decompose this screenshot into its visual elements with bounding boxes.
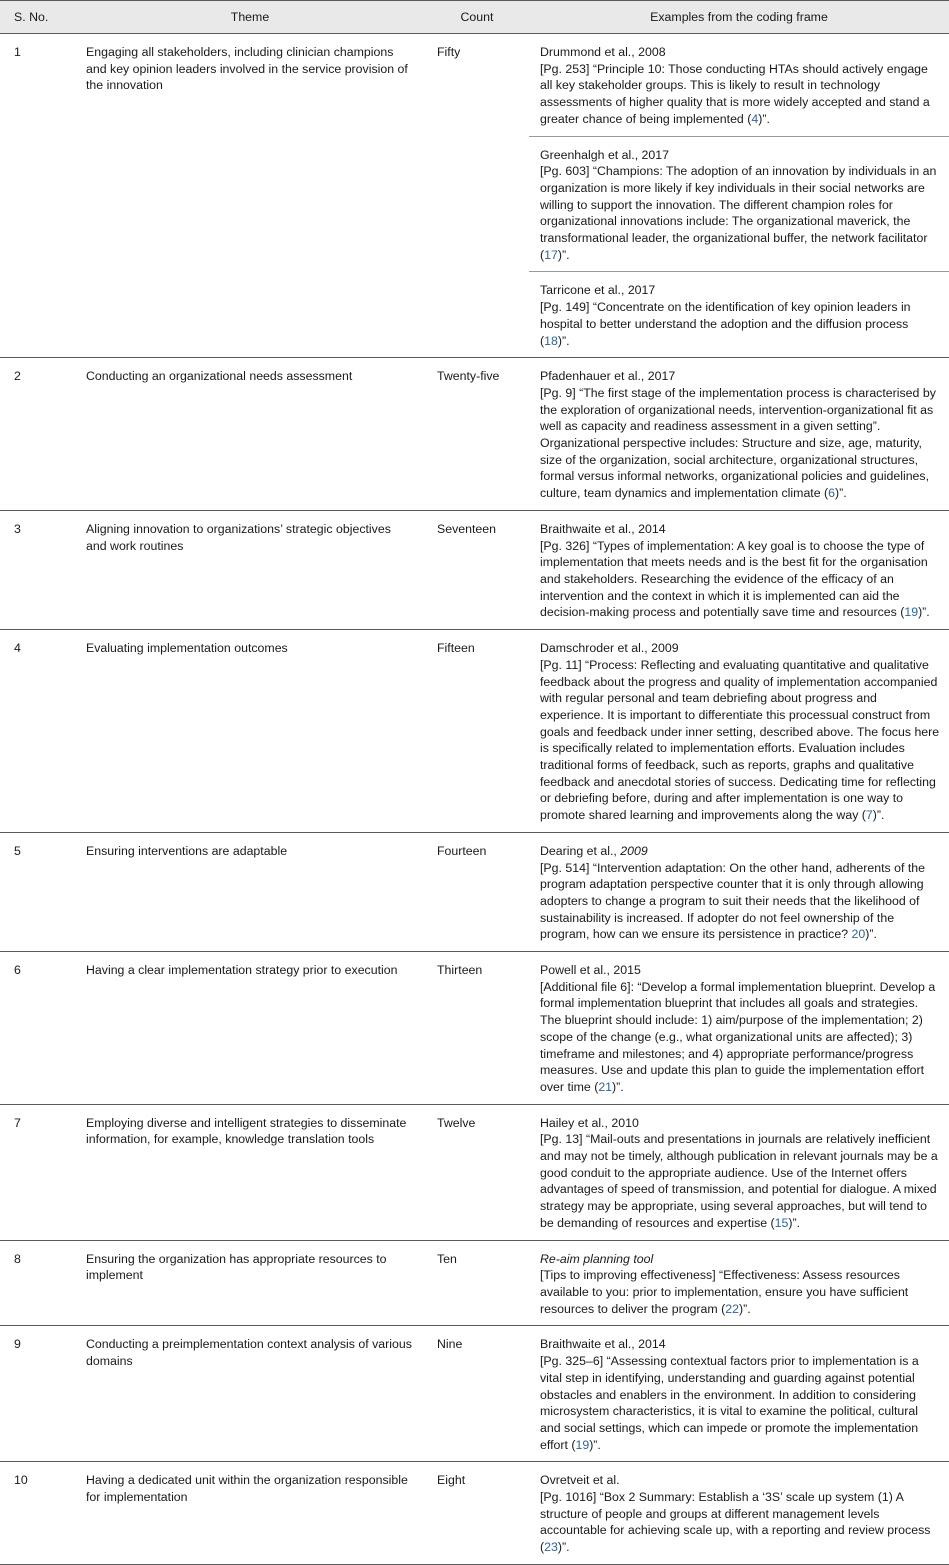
examples-cell bbox=[529, 1462, 949, 1565]
serial-no: 3 bbox=[0, 510, 75, 629]
example-quote: [Pg. 11] “Process: Reflecting and evaluating quantitative and qualitative feedback about the progress and quality of implementation accompanied with regular personal and team debriefing about progress and experience. It is important to differentiate this processual construct from goals and feedback under inner setting, described above. The focus here is specifically related to implementation efforts. Evaluation includes traditional forms of feedback, such as reports, graphs and qualitative feedback and anecdotal stories of success. Dedicating time for reflecting or debriefing before, during and after implementation is one way to promote shared learning and improvements along the way ( bbox=[540, 657, 940, 823]
quote-end: )”. bbox=[589, 1437, 601, 1452]
count-cell: Twelve bbox=[425, 1104, 529, 1240]
quote-end: )”. bbox=[557, 333, 570, 348]
serial-no: 8 bbox=[0, 1240, 75, 1326]
table-row bbox=[0, 510, 949, 629]
reference-link[interactable]: 23 bbox=[544, 1540, 558, 1555]
quote-end: )”. bbox=[918, 605, 930, 620]
serial-no: 2 bbox=[0, 358, 75, 511]
example-author: Damschroder et al., 2009 bbox=[540, 641, 679, 656]
reference-link[interactable]: 4 bbox=[751, 111, 759, 126]
theme-cell: Ensuring interventions are adaptable bbox=[75, 832, 425, 951]
count-cell: Fifty bbox=[425, 34, 529, 358]
reference-link[interactable]: 7 bbox=[865, 808, 873, 823]
example-author: Greenhalgh et al., 2017 bbox=[540, 147, 670, 162]
example-author bbox=[540, 843, 941, 860]
reference-link[interactable]: 15 bbox=[774, 1215, 789, 1230]
serial-no: 10 bbox=[0, 1462, 75, 1565]
quote-end: )”. bbox=[835, 486, 847, 501]
count-cell: Fifteen bbox=[425, 630, 529, 833]
example-quote: [Pg. 13] “Mail-outs and presentations in journals are relatively inefficient and may not be timely, although publication in relevant journals may be a good conduit to the appropriate audience. Use of the Internet offers advantages of speed of transmission, and potential for dialogue. A mixed strategy may be appropriate, using several approaches, but will tend to be demanding of resources and expertise ( bbox=[540, 1132, 938, 1230]
theme-cell: Employing diverse and intelligent strategies to disseminate information, for example, knowledge translation tools bbox=[75, 1104, 425, 1240]
example-quote: [Pg. 9] “The first stage of the implementation process is characterised by the exploration of organizational needs, intervention-organizational fit as well as capacity and readiness assessment in a given setting”. Organizational perspective includes: Structure and size, age, maturity, size of the organization, social architecture, organizational structures, formal versus informal networks, organizational policies and guidelines, culture, team dynamics and implementation climate ( bbox=[540, 385, 936, 501]
reference-link[interactable]: 18 bbox=[544, 333, 558, 348]
theme-cell: Having a clear implementation strategy prior to execution bbox=[75, 952, 425, 1105]
example-quote: [Pg. 326] “Types of implementation: A key goal is to choose the type of implementation that meets needs and is the best fit for the organisation and stakeholders. Researching the evidence of the efficacy of an intervention and the context in which it is implemented can aid the decision-making process and potentially save time and resources ( bbox=[540, 538, 928, 620]
header-serial-no: S. No. bbox=[0, 1, 75, 34]
example-author: Braithwaite et al., 2014 bbox=[540, 521, 666, 536]
example-author: Drummond et al., 2008 bbox=[540, 45, 666, 59]
reference-link[interactable]: 17 bbox=[544, 247, 558, 262]
examples-cell bbox=[529, 358, 949, 511]
reference-link[interactable]: 19 bbox=[575, 1437, 590, 1452]
example-item bbox=[529, 136, 949, 272]
count-cell: Thirteen bbox=[425, 952, 529, 1105]
count-cell: Nine bbox=[425, 1326, 529, 1462]
example-quote: [Pg. 253] “Principle 10: Those conducting HTAs should actively engage all key stakeholder groups. This is likely to result in technology assessments of higher quality that is more widely accepted and stand a greater chance of being implemented ( bbox=[540, 61, 930, 126]
reference-link[interactable]: 6 bbox=[828, 486, 836, 501]
reference-link[interactable]: 19 bbox=[904, 605, 919, 620]
header-theme: Theme bbox=[75, 1, 425, 34]
examples-cell bbox=[529, 952, 949, 1105]
example-author-year: 2009 bbox=[620, 843, 648, 858]
example-quote: [Pg. 603] “Champions: The adoption of an innovation by individuals in an organization is more likely if key individuals in their social networks are willing to support the innovation. The different champion roles for organizational innovations include: The organizational maverick, the transformational leader, the organizational buffer, the network facilitator ( bbox=[540, 164, 937, 262]
quote-end: )”. bbox=[612, 1079, 624, 1094]
example-quote: [Pg. 149] “Concentrate on the identification of key opinion leaders in hospital to better understand the adoption and the diffusion process ( bbox=[540, 300, 911, 348]
table-row bbox=[0, 952, 949, 1105]
serial-no: 4 bbox=[0, 630, 75, 833]
table-row bbox=[0, 1104, 949, 1240]
theme-cell: Engaging all stakeholders, including clinician champions and key opinion leaders involved in the service provision of the innovation bbox=[75, 34, 425, 358]
example-author: Pfadenhauer et al., 2017 bbox=[540, 369, 676, 384]
example-author: Tarricone et al., 2017 bbox=[540, 283, 656, 298]
example-author: Ovretveit et al. bbox=[540, 1473, 620, 1488]
theme-cell: Ensuring the organization has appropriate resources to implement bbox=[75, 1240, 425, 1326]
count-cell: Twenty-five bbox=[425, 358, 529, 511]
count-cell: Seventeen bbox=[425, 510, 529, 629]
serial-no: 1 bbox=[0, 34, 75, 358]
reference-link[interactable]: 20 bbox=[851, 927, 866, 942]
example-quote: [Additional file 6]: “Develop a formal implementation blueprint. Develop a formal implementation blueprint that includes all goals and strategies. The blueprint should include: 1) aim/purpose of the implementation; 2) scope of the change (e.g., what organizational units are affected); 3) timeframe and milestones; and 4) appropriate performance/progress measures. Use and update this plan to guide the implementation effort over time ( bbox=[540, 979, 936, 1094]
theme-cell: Aligning innovation to organizations’ strategic objectives and work routines bbox=[75, 510, 425, 629]
table-row bbox=[0, 1326, 949, 1462]
theme-cell: Conducting a preimplementation context analysis of various domains bbox=[75, 1326, 425, 1462]
theme-cell: Evaluating implementation outcomes bbox=[75, 630, 425, 833]
example-quote: [Pg. 1016] “Box 2 Summary: Establish a ‘3S’ scale up system (1) A structure of people and groups at different management levels accountable for achieving scale up, with a reporting and review process ( bbox=[540, 1490, 931, 1555]
serial-no: 6 bbox=[0, 952, 75, 1105]
quote-end: )”. bbox=[738, 1301, 751, 1316]
example-author: Hailey et al., 2010 bbox=[540, 1115, 639, 1130]
examples-cell bbox=[529, 1240, 949, 1326]
quote-end: )”. bbox=[872, 808, 885, 823]
example-item bbox=[529, 271, 949, 357]
count-cell: Eight bbox=[425, 1462, 529, 1565]
table-row bbox=[0, 1240, 949, 1326]
serial-no: 9 bbox=[0, 1326, 75, 1462]
example-quote: [Pg. 325–6] “Assessing contextual factors prior to implementation is a vital step in identifying, understanding and guarding against potential obstacles and enablers in the environment. In addition to considering microsystem characteristics, it is vital to examine the political, cultural and social settings, which can impede or promote the implementation effort ( bbox=[540, 1354, 919, 1452]
reference-link[interactable]: 21 bbox=[598, 1079, 613, 1094]
examples-cell bbox=[529, 1104, 949, 1240]
examples-cell bbox=[529, 832, 949, 951]
quote-end: )”. bbox=[865, 927, 877, 942]
example-item bbox=[529, 34, 949, 136]
table-row bbox=[0, 358, 949, 511]
example-quote: [Pg. 514] “Intervention adaptation: On the other hand, adherents of the program adaptation perspective counter that it is only through allowing adopters to change a program to suit their needs that the likelihood of sustainability is increased. If adopter do not feel ownership of the program, how can we ensure its persistence in practice? bbox=[540, 860, 925, 942]
table-row bbox=[0, 832, 949, 951]
examples-cell bbox=[529, 630, 949, 833]
table-row bbox=[0, 1462, 949, 1565]
serial-no: 5 bbox=[0, 832, 75, 951]
table-row bbox=[0, 630, 949, 833]
table-row bbox=[0, 34, 949, 358]
count-cell: Fourteen bbox=[425, 832, 529, 951]
quote-end: )”. bbox=[788, 1215, 801, 1230]
example-author: Powell et al., 2015 bbox=[540, 963, 641, 978]
serial-no: 7 bbox=[0, 1104, 75, 1240]
header-examples: Examples from the coding frame bbox=[529, 1, 949, 34]
example-author: Braithwaite et al., 2014 bbox=[540, 1337, 666, 1352]
examples-cell bbox=[529, 510, 949, 629]
examples-cell bbox=[529, 34, 949, 358]
reference-link[interactable]: 22 bbox=[725, 1301, 739, 1316]
quote-end: )”. bbox=[557, 1540, 570, 1555]
count-cell: Ten bbox=[425, 1240, 529, 1326]
theme-cell: Having a dedicated unit within the organization responsible for implementation bbox=[75, 1462, 425, 1565]
example-author-name: Dearing et al., bbox=[540, 843, 621, 858]
example-author: Re-aim planning tool bbox=[540, 1251, 654, 1266]
example-quote: [Tips to improving effectiveness] “Effectiveness: Assess resources available to you: prior to implementation, ensure you have sufficient resources to deliver the program ( bbox=[540, 1268, 909, 1316]
quote-end: )”. bbox=[758, 111, 770, 126]
header-count: Count bbox=[425, 1, 529, 34]
examples-cell bbox=[529, 1326, 949, 1462]
table-header-row bbox=[0, 1, 949, 34]
quote-end: )”. bbox=[557, 247, 570, 262]
theme-cell: Conducting an organizational needs assessment bbox=[75, 358, 425, 511]
